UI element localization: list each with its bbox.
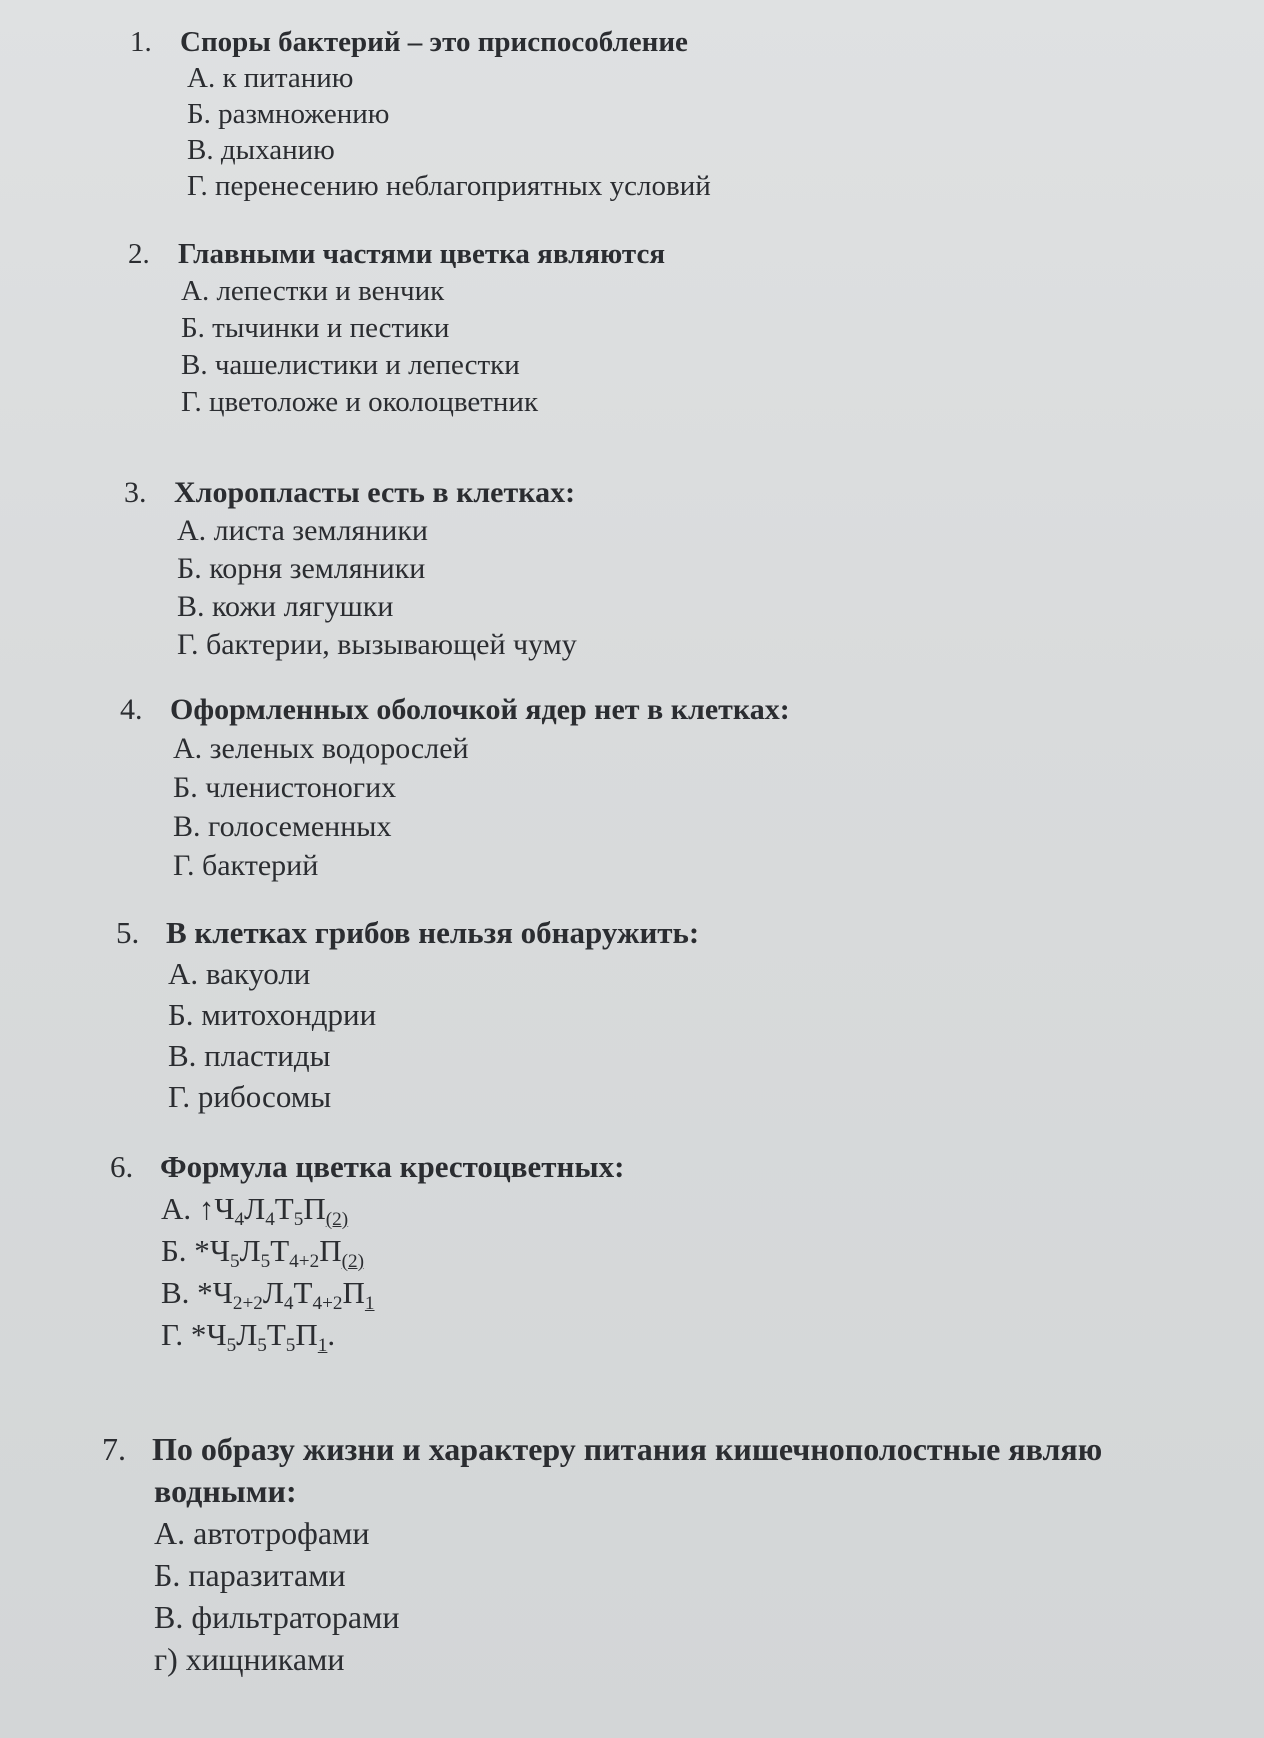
question-number: 3. (124, 476, 147, 509)
answer-option-d: Г. бактерии, вызывающей чуму (177, 628, 577, 661)
answer-option-c: В. пластиды (168, 1038, 331, 1073)
answer-option-d: Г. рибосомы (168, 1079, 332, 1114)
question-number: 5. (116, 915, 140, 950)
question-7 (102, 1428, 1102, 1680)
question-text: Хлоропласты есть в клетках: (174, 476, 576, 509)
answer-option-d: Г. цветоложе и околоцветник (181, 386, 539, 418)
answer-option-b: Б. корня земляники (177, 552, 426, 585)
question-title (116, 912, 699, 953)
answer-option-b: Б. тычинки и пестики (181, 312, 450, 344)
formula-option-b: Б. $*Ч_5Л_5Т_{4+2}П_{(2)}$ (161, 1233, 364, 1272)
formula-option-a: А. $↑Ч_4Л_4Т_5П_{(2)}$ (161, 1191, 349, 1230)
question-title (130, 24, 711, 60)
answer-option-c: В. кожи лягушки (177, 590, 394, 623)
question-4 (120, 690, 790, 885)
answer-option-a: А. зеленых водорослей (173, 732, 469, 765)
formula-option-d: Г. $*Ч_5Л_5Т_5П_1$. (161, 1317, 336, 1356)
answer-option-a: А. вакуоли (168, 956, 311, 991)
question-number: 7. (102, 1431, 126, 1467)
question-text: Споры бактерий – это приспособление (180, 26, 688, 58)
answer-option-d: Г. бактерий (173, 849, 319, 882)
answer-option-d: Г. перенесению неблагоприятных условий (187, 170, 711, 202)
question-1 (130, 24, 711, 204)
question-text: Формула цветка крестоцветных: (160, 1149, 625, 1184)
question-title (110, 1146, 624, 1188)
question-text: Оформленных оболочкой ядер нет в клетках: (170, 693, 790, 726)
question-3 (124, 474, 577, 664)
answer-option-a: А. листа земляники (177, 514, 428, 547)
question-number: 2. (128, 238, 150, 270)
question-2 (128, 236, 665, 421)
question-number: 6. (110, 1149, 134, 1184)
answer-option-c: В. чашелистики и лепестки (181, 349, 520, 381)
answer-option-d: г) хищниками (154, 1641, 345, 1677)
question-title (120, 690, 790, 729)
answer-option-b: Б. митохондрии (168, 997, 377, 1032)
answer-option-c: В. дыханию (187, 134, 335, 166)
question-text-continued: водными: (154, 1473, 297, 1509)
question-number: 4. (120, 693, 143, 726)
question-5 (116, 912, 699, 1117)
formula-option-c: В. $*Ч_{2+2}Л_4Т_{4+2}П_1$ (161, 1275, 375, 1314)
answer-option-a: А. лепестки и венчик (181, 275, 445, 307)
answer-option-c: В. фильтраторами (154, 1599, 400, 1635)
question-title (102, 1428, 1102, 1470)
question-text: Главными частями цветка являются (178, 238, 666, 270)
question-number: 1. (130, 26, 152, 58)
answer-option-b: Б. размножению (187, 98, 390, 130)
question-title (124, 474, 577, 512)
answer-option-a: А. автотрофами (154, 1515, 370, 1551)
question-6 (110, 1146, 624, 1356)
question-title (128, 236, 665, 273)
answer-option-b: Б. членистоногих (173, 771, 397, 804)
answer-option-c: В. голосеменных (173, 810, 392, 843)
question-text: В клетках грибов нельзя обнаружить: (166, 915, 700, 950)
answer-option-b: Б. паразитами (154, 1557, 346, 1593)
answer-option-a: А. к питанию (187, 62, 354, 94)
question-text: По образу жизни и характеру питания кишечнополостные являю (152, 1431, 1103, 1467)
